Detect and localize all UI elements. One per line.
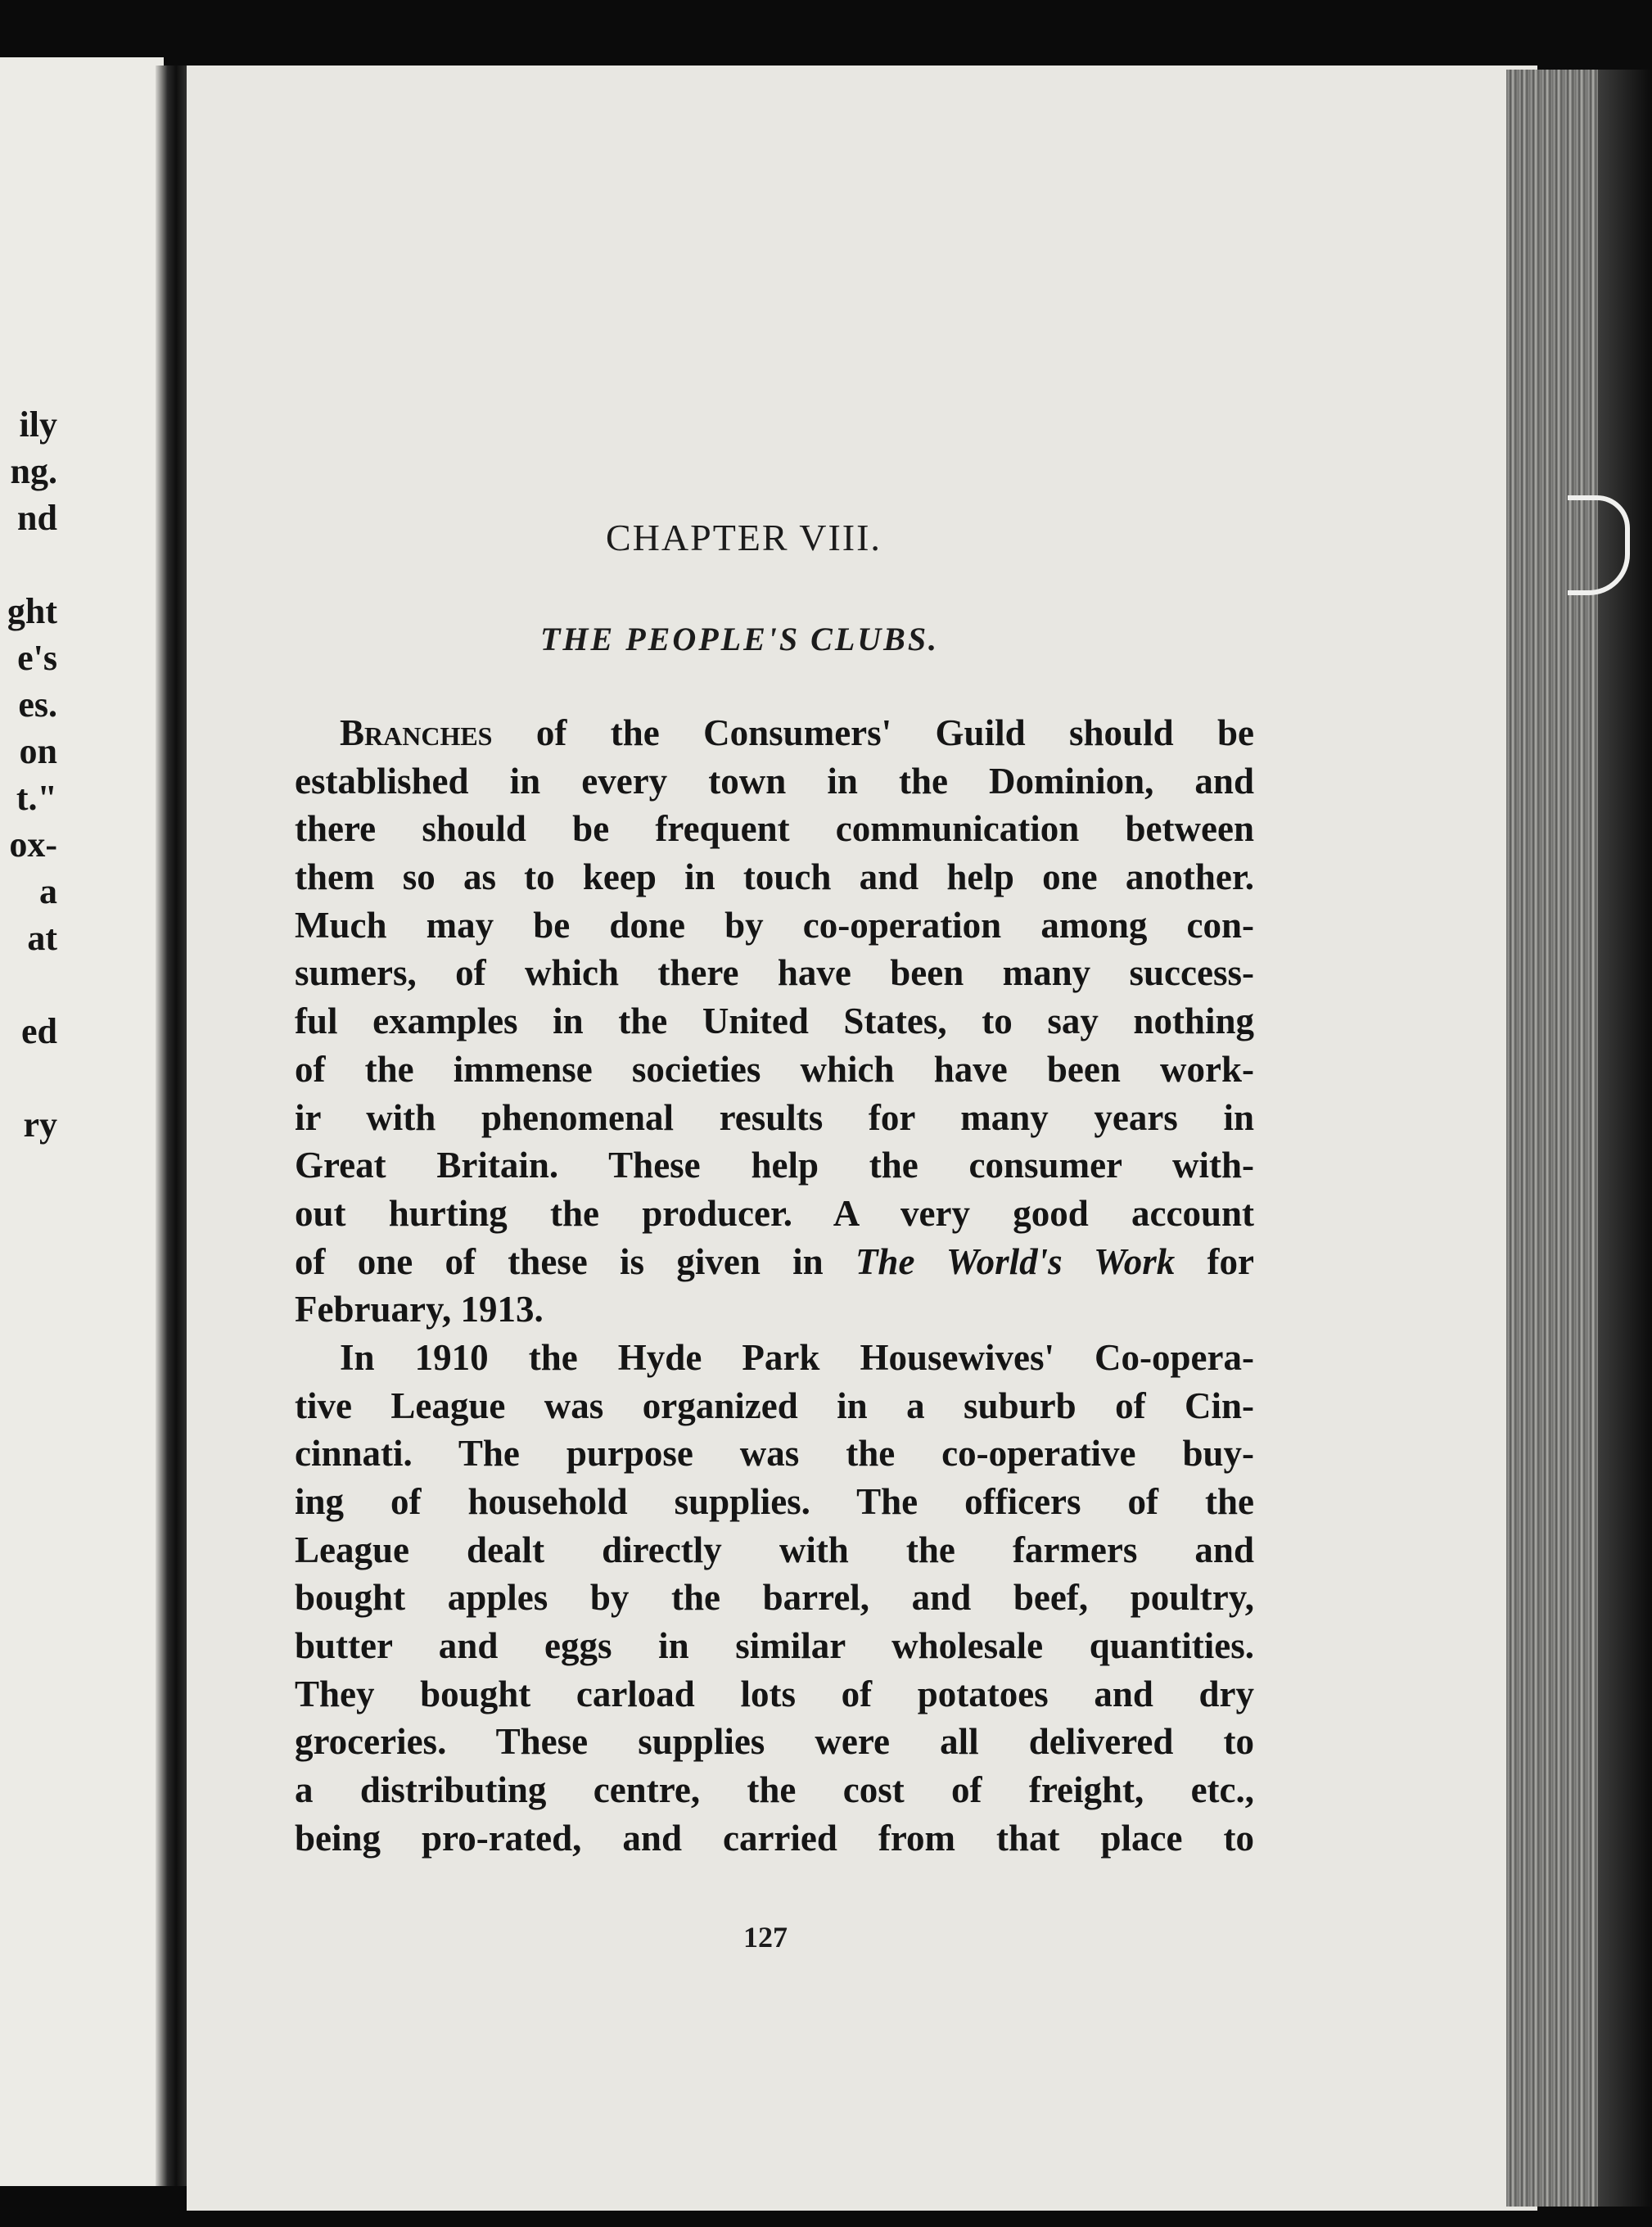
chapter-heading: CHAPTER VIII. [606,517,882,558]
bookmark-ribbon [1568,495,1630,595]
page-edges-shadow [1598,70,1652,2207]
paragraph-1-line: sumers, of which there have been many success- [295,952,1254,994]
citation-title: The World's Work [855,1240,1176,1282]
paragraph-1-line: there should be frequent communication between [295,808,1254,850]
paragraph-1-line: of the immense societies which have been work- [295,1048,1254,1090]
paragraph-1-line: Great Britain. These help the consumer with- [295,1145,1254,1186]
left-fragment: ng. [10,451,57,491]
paragraph-2-line: cinnati. The purpose was the co-operative buy- [295,1433,1254,1475]
paragraph-2-line: being pro-rated, and carried from that place to [295,1817,1254,1859]
left-fragment: nd [17,498,57,538]
left-fragment: ox- [9,824,57,865]
page-edges [1506,70,1598,2207]
paragraph-2-line: groceries. These supplies were all delivered to [295,1721,1254,1763]
drop-word: Branches [340,712,493,753]
paragraph-1-last-line: February, 1913. [295,1289,544,1330]
paragraph-1-line [295,1238,1254,1286]
paragraph-2-line: butter and eggs in similar wholesale quantities. [295,1625,1254,1667]
left-fragment: e's [17,638,57,678]
paragraph-2-line: tive League was organized in a suburb of Cin- [295,1385,1254,1426]
left-fragment: ght [7,591,57,631]
paragraph-2-line: They bought carload lots of potatoes and dry [295,1673,1254,1714]
citation-prefix: of one of these is given in [295,1240,855,1282]
paragraph-2-line: In 1910 the Hyde Park Housewives' Co-opera- [340,1336,1254,1378]
left-fragment: on [19,731,57,771]
paragraph-2-line: bought apples by the barrel, and beef, poultry, [295,1577,1254,1619]
left-fragment: ed [21,1011,57,1051]
first-line-text: of the Consumers' Guild should be [492,712,1254,753]
paragraph-2-line: League dealt directly with the farmers and [295,1529,1254,1570]
left-page-text-fragments [0,401,57,1148]
paragraph-1-line: ful examples in the United States, to say nothing [295,1001,1254,1042]
left-fragment: t." [16,778,57,818]
left-fragment: at [27,918,57,958]
page-number: 127 [743,1921,788,1954]
left-fragment [0,1055,57,1101]
paragraph-1-line: out hurting the producer. A very good account [295,1192,1254,1234]
book-gutter [156,66,190,2186]
left-fragment: ry [23,1104,57,1145]
paragraph-1-line: ir with phenomenal results for many years in [295,1096,1254,1138]
left-fragment: a [39,871,57,911]
paragraph-1-line: Much may be done by co-operation among con- [295,904,1254,946]
left-fragment [0,961,57,1008]
paragraph-2-line: ing of household supplies. The officers of the [295,1481,1254,1522]
left-fragment [0,541,57,588]
left-facing-page [0,57,164,2186]
citation-suffix: for [1175,1240,1254,1282]
paragraph-2-line: a distributing centre, the cost of freight, etc., [295,1769,1254,1811]
paragraph-1-line: them so as to keep in touch and help one another. [295,856,1254,898]
left-fragment: es. [18,684,57,725]
left-fragment: ily [19,404,57,445]
paragraph-1-line: established in every town in the Dominion, and [295,760,1254,802]
chapter-title: THE PEOPLE'S CLUBS. [540,621,940,657]
paragraph-1-line [295,709,1254,757]
body-text [295,709,1254,1863]
